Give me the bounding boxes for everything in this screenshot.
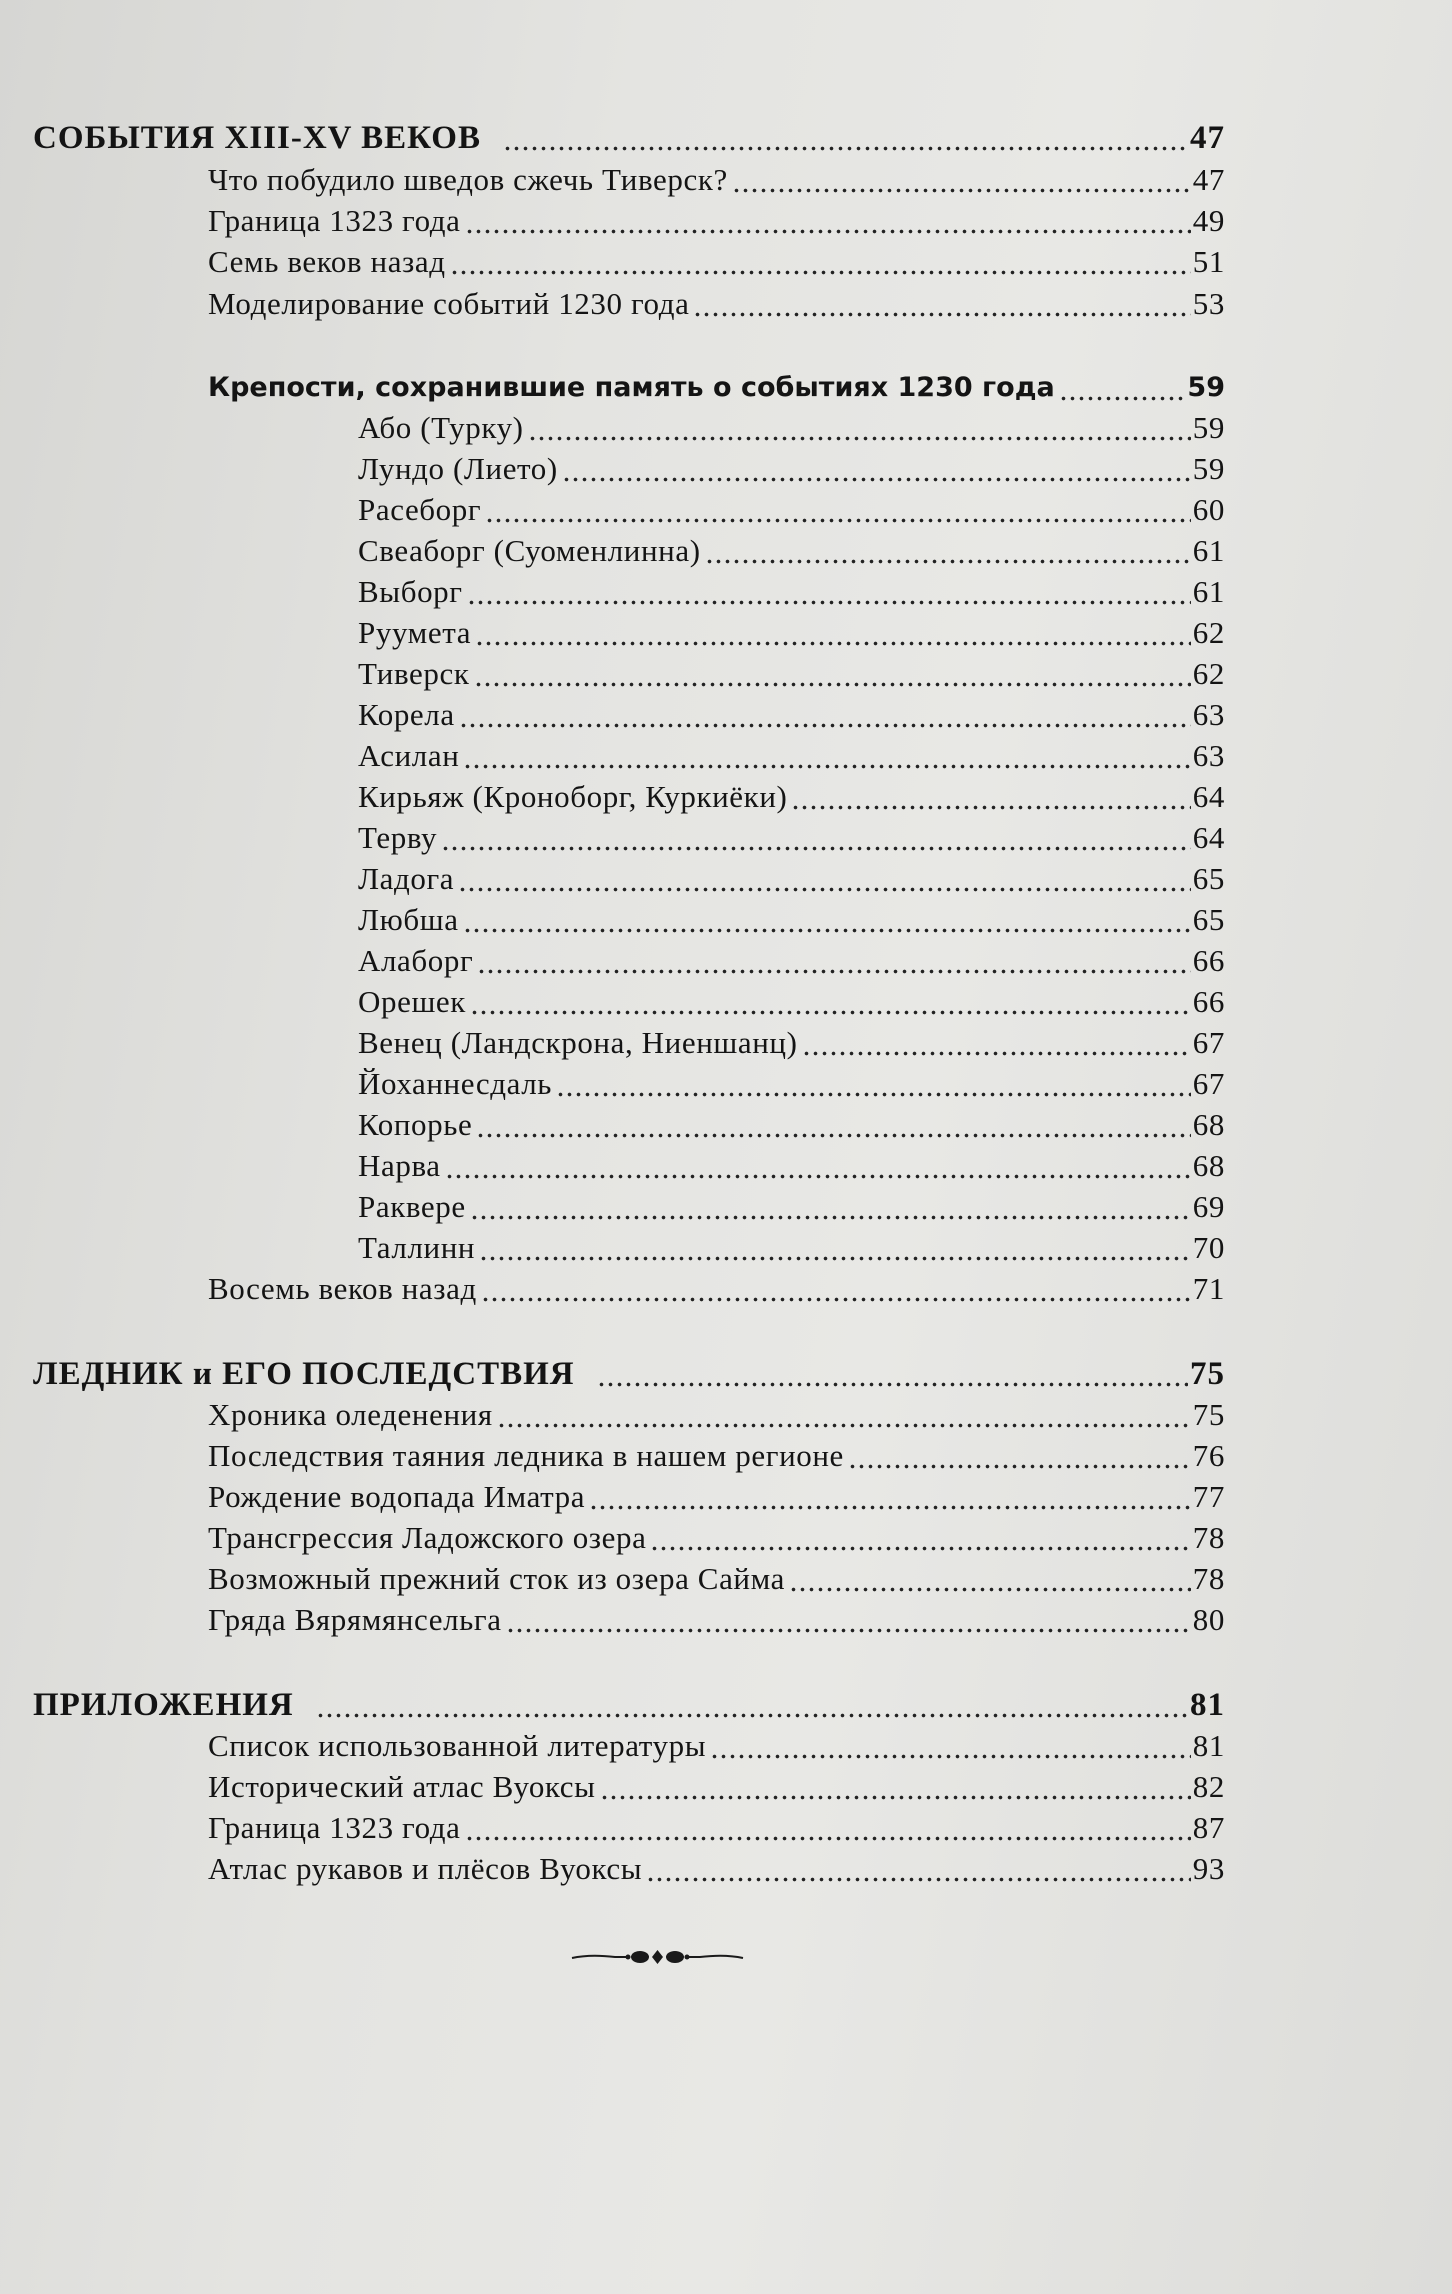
- page-number: 75: [1190, 1356, 1225, 1392]
- page-number: 70: [1192, 1230, 1225, 1265]
- dot-leader: [589, 1480, 1191, 1510]
- toc-entry[interactable]: [208, 201, 1225, 241]
- page-number: 62: [1192, 615, 1225, 650]
- page-number: 68: [1192, 1107, 1225, 1142]
- entry-title: Что побудило шведов сжечь Тиверск?: [208, 162, 728, 197]
- toc-subsection-heading[interactable]: [208, 368, 1225, 408]
- dot-leader: [463, 903, 1191, 933]
- entry-title: Свеаборг (Суоменлинна): [358, 533, 701, 568]
- page-number: 47: [1190, 120, 1225, 156]
- page-number: 63: [1192, 738, 1225, 773]
- dot-leader: [650, 1521, 1190, 1551]
- toc-entry[interactable]: [208, 1808, 1225, 1848]
- entry-title: Терву: [358, 820, 438, 855]
- dot-leader: [470, 1190, 1191, 1220]
- page-number: 66: [1192, 984, 1225, 1019]
- toc-entry[interactable]: [208, 1477, 1225, 1517]
- entry-title: Рождение водопада Иматра: [208, 1479, 586, 1514]
- toc-entry[interactable]: [358, 531, 1225, 571]
- entry-title: Любша: [358, 902, 459, 937]
- page-number: 67: [1192, 1066, 1225, 1101]
- page-number: 76: [1192, 1438, 1225, 1473]
- entry-title: Алаборг: [358, 943, 474, 978]
- page-number: 93: [1192, 1851, 1225, 1886]
- entry-title: Нарва: [358, 1148, 441, 1183]
- dot-leader: [458, 862, 1191, 892]
- entry-title: Хроника оледенения: [208, 1397, 493, 1432]
- entry-title: ЛЕДНИК и ЕГО ПОСЛЕДСТВИЯ: [33, 1356, 575, 1392]
- dot-leader: [1059, 371, 1186, 401]
- dot-leader: [705, 534, 1191, 564]
- dot-leader: [506, 1603, 1191, 1633]
- entry-title: Граница 1323 года: [208, 1810, 461, 1845]
- dot-leader: [802, 1026, 1191, 1056]
- toc-entry[interactable]: [358, 1105, 1225, 1145]
- entry-title: Выборг: [358, 574, 463, 609]
- toc-entry[interactable]: [208, 1726, 1225, 1766]
- entry-title: Расеборг: [358, 492, 482, 527]
- entry-title: Таллинн: [358, 1230, 476, 1265]
- entry-title: Лундо (Лието): [358, 451, 558, 486]
- entry-title: Копорье: [358, 1107, 473, 1142]
- dot-leader: [600, 1770, 1191, 1800]
- dot-leader: [789, 1562, 1191, 1592]
- page-number: 65: [1192, 902, 1225, 937]
- page-number: 59: [1192, 451, 1225, 486]
- dot-leader: [497, 1398, 1191, 1428]
- entry-title: Последствия таяния ледника в нашем регионе: [208, 1438, 844, 1473]
- dot-leader: [465, 1811, 1191, 1841]
- toc-entry[interactable]: [358, 695, 1225, 735]
- entry-title: СОБЫТИЯ XIII-XV ВЕКОВ: [33, 120, 481, 156]
- dot-leader: [476, 1108, 1190, 1138]
- toc-entry[interactable]: [358, 449, 1225, 489]
- page-number: 82: [1192, 1769, 1225, 1804]
- toc-entry[interactable]: [208, 1849, 1225, 1889]
- entry-title: Асилан: [358, 738, 460, 773]
- page-number: 80: [1192, 1602, 1225, 1637]
- entry-title: Раквере: [358, 1189, 466, 1224]
- toc-entry[interactable]: [208, 1767, 1225, 1807]
- entry-title: Тиверск: [358, 656, 470, 691]
- dot-leader: [503, 121, 1188, 151]
- toc-entry[interactable]: [208, 160, 1225, 200]
- dot-leader: [646, 1852, 1191, 1882]
- page-number: 62: [1192, 656, 1225, 691]
- toc-entry[interactable]: [358, 1228, 1225, 1268]
- dot-leader: [477, 944, 1190, 974]
- page-number: 78: [1192, 1561, 1225, 1596]
- toc-entry[interactable]: [358, 982, 1225, 1022]
- page-number: 53: [1192, 286, 1225, 321]
- entry-title: Исторический атлас Вуоксы: [208, 1769, 596, 1804]
- entry-title: Список использованной литературы: [208, 1728, 707, 1763]
- page-number: 68: [1192, 1148, 1225, 1183]
- toc-section-heading[interactable]: [33, 1354, 1225, 1394]
- dot-leader: [556, 1067, 1191, 1097]
- toc-entry[interactable]: [358, 736, 1225, 776]
- entry-title: Гряда Вярямянсельга: [208, 1602, 502, 1637]
- dot-leader: [562, 452, 1191, 482]
- page-number: 63: [1192, 697, 1225, 732]
- entry-title: Кирьяж (Кроноборг, Куркиёки): [358, 779, 788, 814]
- entry-title: Моделирование событий 1230 года: [208, 286, 690, 321]
- page-number: 69: [1192, 1189, 1225, 1224]
- toc-entry[interactable]: [358, 941, 1225, 981]
- toc-entry[interactable]: [208, 1436, 1225, 1476]
- entry-title: Крепости, сохранившие память о событиях 1230 года: [208, 372, 1055, 403]
- dot-leader: [459, 698, 1191, 728]
- toc-entry[interactable]: [208, 1600, 1225, 1640]
- page-number: 81: [1190, 1687, 1225, 1723]
- page-number: 75: [1192, 1397, 1225, 1432]
- dot-leader: [710, 1729, 1191, 1759]
- toc-entry[interactable]: [358, 408, 1225, 448]
- toc-entry[interactable]: [358, 1023, 1225, 1063]
- toc-entry[interactable]: [208, 284, 1225, 324]
- page-number: 65: [1192, 861, 1225, 896]
- dot-leader: [791, 780, 1190, 810]
- page-number: 49: [1192, 203, 1225, 238]
- dot-leader: [481, 1272, 1191, 1302]
- page-number: 81: [1192, 1728, 1225, 1763]
- page-number: 77: [1192, 1479, 1225, 1514]
- toc-section-heading[interactable]: [33, 118, 1225, 158]
- toc-entry[interactable]: [358, 1187, 1225, 1227]
- toc-entry[interactable]: [358, 818, 1225, 858]
- dot-leader: [475, 616, 1191, 646]
- toc-entry[interactable]: [358, 777, 1225, 817]
- dot-leader: [441, 821, 1191, 851]
- dot-leader: [450, 245, 1191, 275]
- entry-title: Ладога: [358, 861, 455, 896]
- page-number: 47: [1192, 162, 1225, 197]
- entry-title: Йоханнесдаль: [358, 1066, 553, 1101]
- entry-title: Орешек: [358, 984, 466, 1019]
- page-number: 64: [1192, 820, 1225, 855]
- toc-entry[interactable]: [358, 654, 1225, 694]
- toc-section-heading[interactable]: [33, 1685, 1225, 1725]
- page-number: 51: [1192, 244, 1225, 279]
- dot-leader: [470, 985, 1191, 1015]
- dot-leader: [848, 1439, 1191, 1469]
- toc-entry[interactable]: [358, 1146, 1225, 1186]
- entry-title: Венец (Ландскрона, Ниеншанц): [358, 1025, 798, 1060]
- dot-leader: [445, 1149, 1191, 1179]
- page-number: 87: [1192, 1810, 1225, 1845]
- dot-leader: [465, 204, 1191, 234]
- dot-leader: [732, 163, 1191, 193]
- dot-leader: [528, 411, 1191, 441]
- toc-entry[interactable]: [358, 613, 1225, 653]
- dot-leader: [316, 1688, 1188, 1718]
- entry-title: Возможный прежний сток из озера Сайма: [208, 1561, 785, 1596]
- entry-title: Семь веков назад: [208, 244, 446, 279]
- dot-leader: [474, 657, 1191, 687]
- toc-entry[interactable]: [358, 572, 1225, 612]
- entry-title: Граница 1323 года: [208, 203, 461, 238]
- toc-entry[interactable]: [208, 1518, 1225, 1558]
- dot-leader: [467, 575, 1191, 605]
- dot-leader: [693, 287, 1190, 317]
- toc-entry[interactable]: [358, 1064, 1225, 1104]
- page-number: 66: [1192, 943, 1225, 978]
- toc-entry[interactable]: [358, 900, 1225, 940]
- entry-title: Трансгрессия Ладожского озера: [208, 1520, 647, 1555]
- toc-entry[interactable]: [208, 1395, 1225, 1435]
- page-number: 78: [1192, 1520, 1225, 1555]
- dot-leader: [485, 493, 1191, 523]
- page-number: 67: [1192, 1025, 1225, 1060]
- toc-entry[interactable]: [208, 242, 1225, 282]
- toc-entry[interactable]: [208, 1559, 1225, 1599]
- entry-title: Восемь веков назад: [208, 1271, 477, 1306]
- page-number: 61: [1192, 533, 1225, 568]
- toc-entry[interactable]: [208, 1269, 1225, 1309]
- toc-entry[interactable]: [358, 490, 1225, 530]
- dot-leader: [597, 1357, 1188, 1387]
- entry-title: Руумета: [358, 615, 472, 650]
- page-number: 61: [1192, 574, 1225, 609]
- ornament-divider-icon: [570, 1944, 745, 1970]
- entry-title: Корела: [358, 697, 455, 732]
- dot-leader: [463, 739, 1190, 769]
- page-number: 60: [1192, 492, 1225, 527]
- page-number: 71: [1192, 1271, 1225, 1306]
- entry-title: ПРИЛОЖЕНИЯ: [33, 1687, 294, 1723]
- page-number: 59: [1192, 410, 1225, 445]
- page-number: 59: [1187, 372, 1225, 403]
- page-number: 64: [1192, 779, 1225, 814]
- dot-leader: [479, 1231, 1191, 1261]
- entry-title: Або (Турку): [358, 410, 524, 445]
- entry-title: Атлас рукавов и плёсов Вуоксы: [208, 1851, 643, 1886]
- toc-entry[interactable]: [358, 859, 1225, 899]
